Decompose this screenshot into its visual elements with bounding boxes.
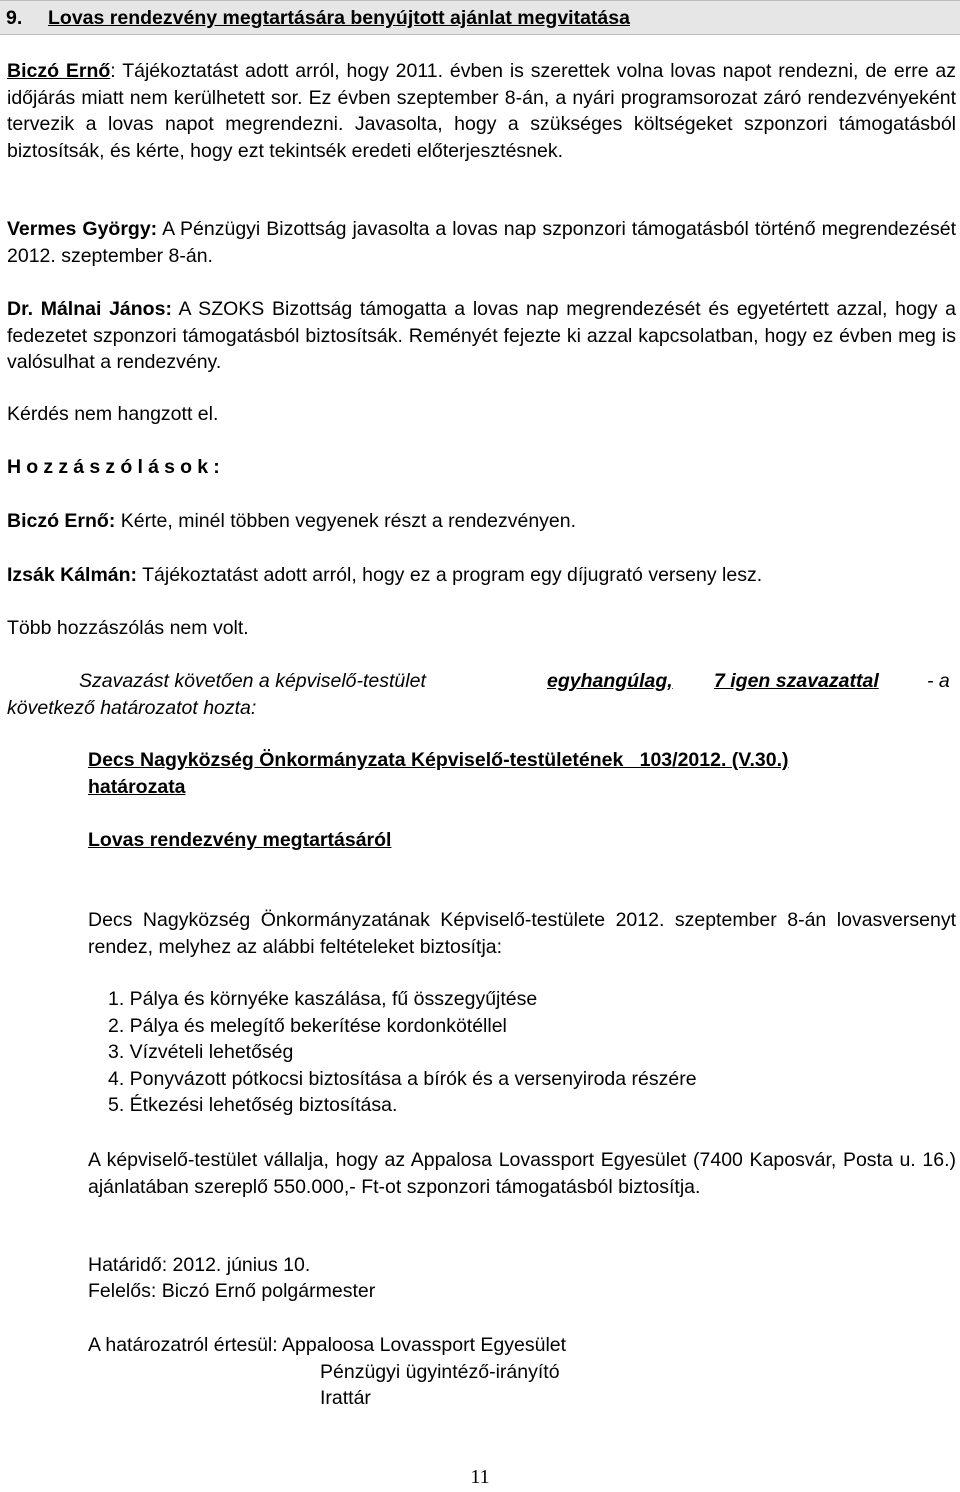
list-item: 3. Vízvételi lehetőség <box>108 1041 294 1063</box>
paragraph-biczo <box>7 58 956 164</box>
section-header <box>0 0 960 35</box>
vote-part4: - a <box>927 670 950 692</box>
vote-line2: következő határozatot hozta: <box>7 697 257 719</box>
comment-izsak-speaker: Izsák Kálmán: <box>7 564 138 586</box>
resolution-title-line1: Decs Nagyközség Önkormányzata Képviselő-testületének 103/2012. (V.30.) <box>88 749 789 771</box>
paragraph-malnai-text: A SZOKS Bizottság támogatta a lovas nap megrendezését és egyetértett azzal, hogy a fedezetet szponzori támogatásból biztosítsák. Reményét fejezte ki azzal kapcsolatban, hogy ez évben meg is valósulhat a rendezvény. <box>7 298 956 373</box>
conditions-list <box>88 986 697 1119</box>
resolution-subject: Lovas rendezvény megtartásáról <box>88 829 392 851</box>
notify-label: A határozatról értesül: <box>88 1334 278 1356</box>
list-item: 2. Pálya és melegítő bekerítése kordonkötéllel <box>108 1014 507 1037</box>
page-number: 11 <box>470 1466 490 1488</box>
list-item: 1. Pálya és környéke kaszálása, fű összegyűjtése <box>108 988 538 1010</box>
section-number: 9. <box>6 7 23 29</box>
resolution-title-line2: határozata <box>88 776 186 798</box>
vote-unanimous: egyhangúlag, <box>547 670 673 692</box>
resolution-deadline: Határidő: 2012. június 10. <box>88 1254 311 1276</box>
vote-statement <box>7 668 956 722</box>
paragraph-vermes-text: A Pénzügyi Bizottság javasolta a lovas nap szponzori támogatásból történő megrendezését 2012. szeptember 8-án. <box>7 218 956 267</box>
vote-part1: Szavazást követően a képviselő-testület <box>79 670 426 692</box>
paragraph-biczo-text: : Tájékoztatást adott arról, hogy 2011. évben is szerettek volna lovas napot rendezni, de erre az időjárás miatt nem kerülhetett sor. Ez évben szeptember 8-án, a nyári programsorozat záró rendezvényeként tervezik a lovas napot megrendezni. Javasolta, hogy a szükséges költségeket szponzori támogatásból biztosítsák, és kérte, hogy ezt tekintsék eredeti előterjesztésnek. <box>7 60 956 162</box>
notify-recipient: Appaloosa Lovassport Egyesület <box>282 1334 567 1356</box>
speaker-vermes: Vermes György: <box>7 218 158 240</box>
paragraph-malnai <box>7 296 956 376</box>
speaker-biczo: Biczó Ernő <box>7 60 111 82</box>
comment-biczo-text: Kérte, minél többen vegyenek részt a rendezvényen. <box>115 510 577 532</box>
list-item: 5. Étkezési lehetőség biztosítása. <box>108 1094 398 1116</box>
comment-izsak <box>7 562 956 589</box>
vote-count: 7 igen szavazattal <box>714 670 879 692</box>
notify-recipient: Pénzügyi ügyintéző-irányító <box>320 1361 560 1383</box>
comment-biczo-speaker: Biczó Ernő: <box>7 510 116 532</box>
no-question-text: Kérdés nem hangzott el. <box>7 403 219 425</box>
speaker-malnai: Dr. Málnai János: <box>7 298 172 320</box>
paragraph-vermes <box>7 216 956 269</box>
comment-izsak-text: Tájékoztatást adott arról, hogy ez a program egy díjugrató verseny lesz. <box>137 564 763 586</box>
resolution-commitment: A képviselő-testület vállalja, hogy az Appalosa Lovassport Egyesület (7400 Kaposvár, Posta u. 16.) ajánlatában szereplő 550.000,- Ft-ot szponzori támogatásból biztosítja. <box>88 1149 956 1198</box>
resolution-body: Decs Nagyközség Önkormányzatának Képviselő-testülete 2012. szeptember 8-án lovasversenyt rendez, melyhez az alábbi feltételeket biztosítja: <box>88 909 956 958</box>
notify-block <box>88 1332 956 1359</box>
comment-biczo <box>7 508 956 535</box>
comments-heading: Hozzászólások: <box>7 456 226 478</box>
no-more-comments-text: Több hozzászólás nem volt. <box>7 617 249 639</box>
notify-recipient: Irattár <box>320 1387 371 1409</box>
list-item: 4. Ponyvázott pótkocsi biztosítása a bírók és a versenyiroda részére <box>108 1067 697 1090</box>
section-title: Lovas rendezvény megtartására benyújtott ajánlat megvitatása <box>48 7 630 29</box>
resolution-responsible: Felelős: Biczó Ernő polgármester <box>88 1280 376 1302</box>
